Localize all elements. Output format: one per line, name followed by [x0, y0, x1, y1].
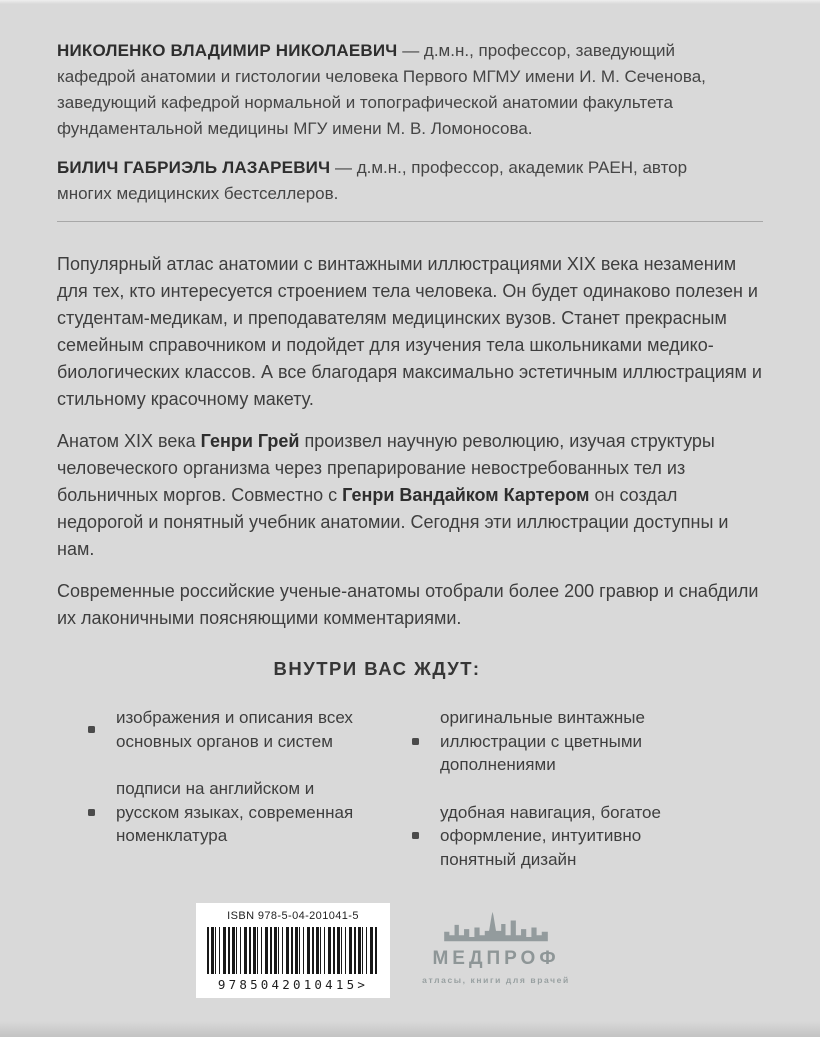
bullet-icon	[88, 726, 95, 733]
section-divider	[57, 221, 763, 222]
city-skyline-icon	[443, 905, 549, 943]
author-name-1: НИКОЛЕНКО ВЛАДИМИР НИКОЛАЕВИЧ	[57, 41, 398, 60]
barcode-digits: 9785042010415>	[217, 977, 369, 992]
author-bio-text-2: — д.м.н., профессор, академик РАЕН, автор многих медицинских бестселлеров.	[57, 158, 688, 203]
author-bio-1	[57, 38, 712, 142]
authors-block	[57, 38, 712, 207]
bullet-icon	[88, 809, 95, 816]
list-item-text: удобная навигация, богатое оформление, интуитивно понятный дизайн	[440, 802, 661, 869]
features-column-left	[88, 706, 382, 895]
publisher-tagline: атласы, книги для врачей	[422, 975, 570, 985]
annotation-block	[57, 251, 763, 632]
list-item-text: оригинальные винтажные иллюстрации с цветными дополнениями	[440, 708, 645, 774]
list-item-text: подписи на английском и русском языках, современная номенклатура	[116, 779, 354, 845]
list-item	[88, 777, 382, 848]
publisher-logo	[416, 903, 576, 985]
annotation-paragraph-3: Современные российские ученые-анатомы отобрали более 200 гравюр и снабдили их лаконичными поясняющими комментариями.	[57, 581, 759, 628]
p2-text-3: он создал недорогой и понятный учебник анатомии. Сегодня эти иллюстрации доступны и нам.	[57, 485, 729, 559]
list-item	[88, 706, 382, 753]
features-columns	[57, 706, 763, 895]
p2-text-1: Анатом XIX века	[57, 431, 201, 451]
p2-highlight-henry-gray: Генри Грей	[200, 431, 300, 451]
publisher-name: МЕДПРОФ	[432, 948, 560, 969]
author-name-2: БИЛИЧ ГАБРИЭЛЬ ЛАЗАРЕВИЧ	[57, 158, 331, 177]
footer	[196, 903, 576, 998]
list-item	[412, 801, 706, 872]
author-bio-text-1: — д.м.н., профессор, заведующий кафедрой анатомии и гистологии человека Первого МГМУ имени И. М. Сеченова, заведующий кафедрой нормальной и топографической анатомии факультета фундаментальной медицины МГУ имени М. В. Ломоносова.	[57, 41, 706, 138]
barcode-block	[196, 903, 390, 998]
features-column-right	[412, 706, 706, 895]
p2-text-2: произвел научную революцию, изучая структуры человеческого организма через препарирование невостребованных тел из больничных моргов. Совместно с	[57, 431, 715, 505]
barcode-bars	[207, 927, 379, 974]
inside-heading: ВНУТРИ ВАС ЖДУТ:	[273, 658, 481, 679]
list-item-text: изображения и описания всех основных органов и систем	[116, 708, 353, 751]
author-bio-2	[57, 155, 712, 207]
annotation-paragraph-1: Популярный атлас анатомии с винтажными иллюстрациями XIX века незаменим для тех, кто интересуется строением тела человека. Он будет одинаково полезен и студентам-медикам, и преподавателям медицинских вузов. Станет прекрасным семейным справочником и подойдет для изучения тела школьниками медико-биологических классов. А все благодаря максимально эстетичным иллюстрациям и стильному красочному макету.	[57, 254, 762, 409]
bullet-icon	[412, 832, 419, 839]
list-item	[412, 706, 706, 777]
isbn-number: ISBN 978-5-04-201041-5	[227, 910, 359, 922]
bullet-icon	[412, 738, 419, 745]
annotation-paragraph-2	[57, 428, 763, 563]
p2-highlight-vandyke-carter: Генри Вандайком Картером	[342, 485, 590, 505]
